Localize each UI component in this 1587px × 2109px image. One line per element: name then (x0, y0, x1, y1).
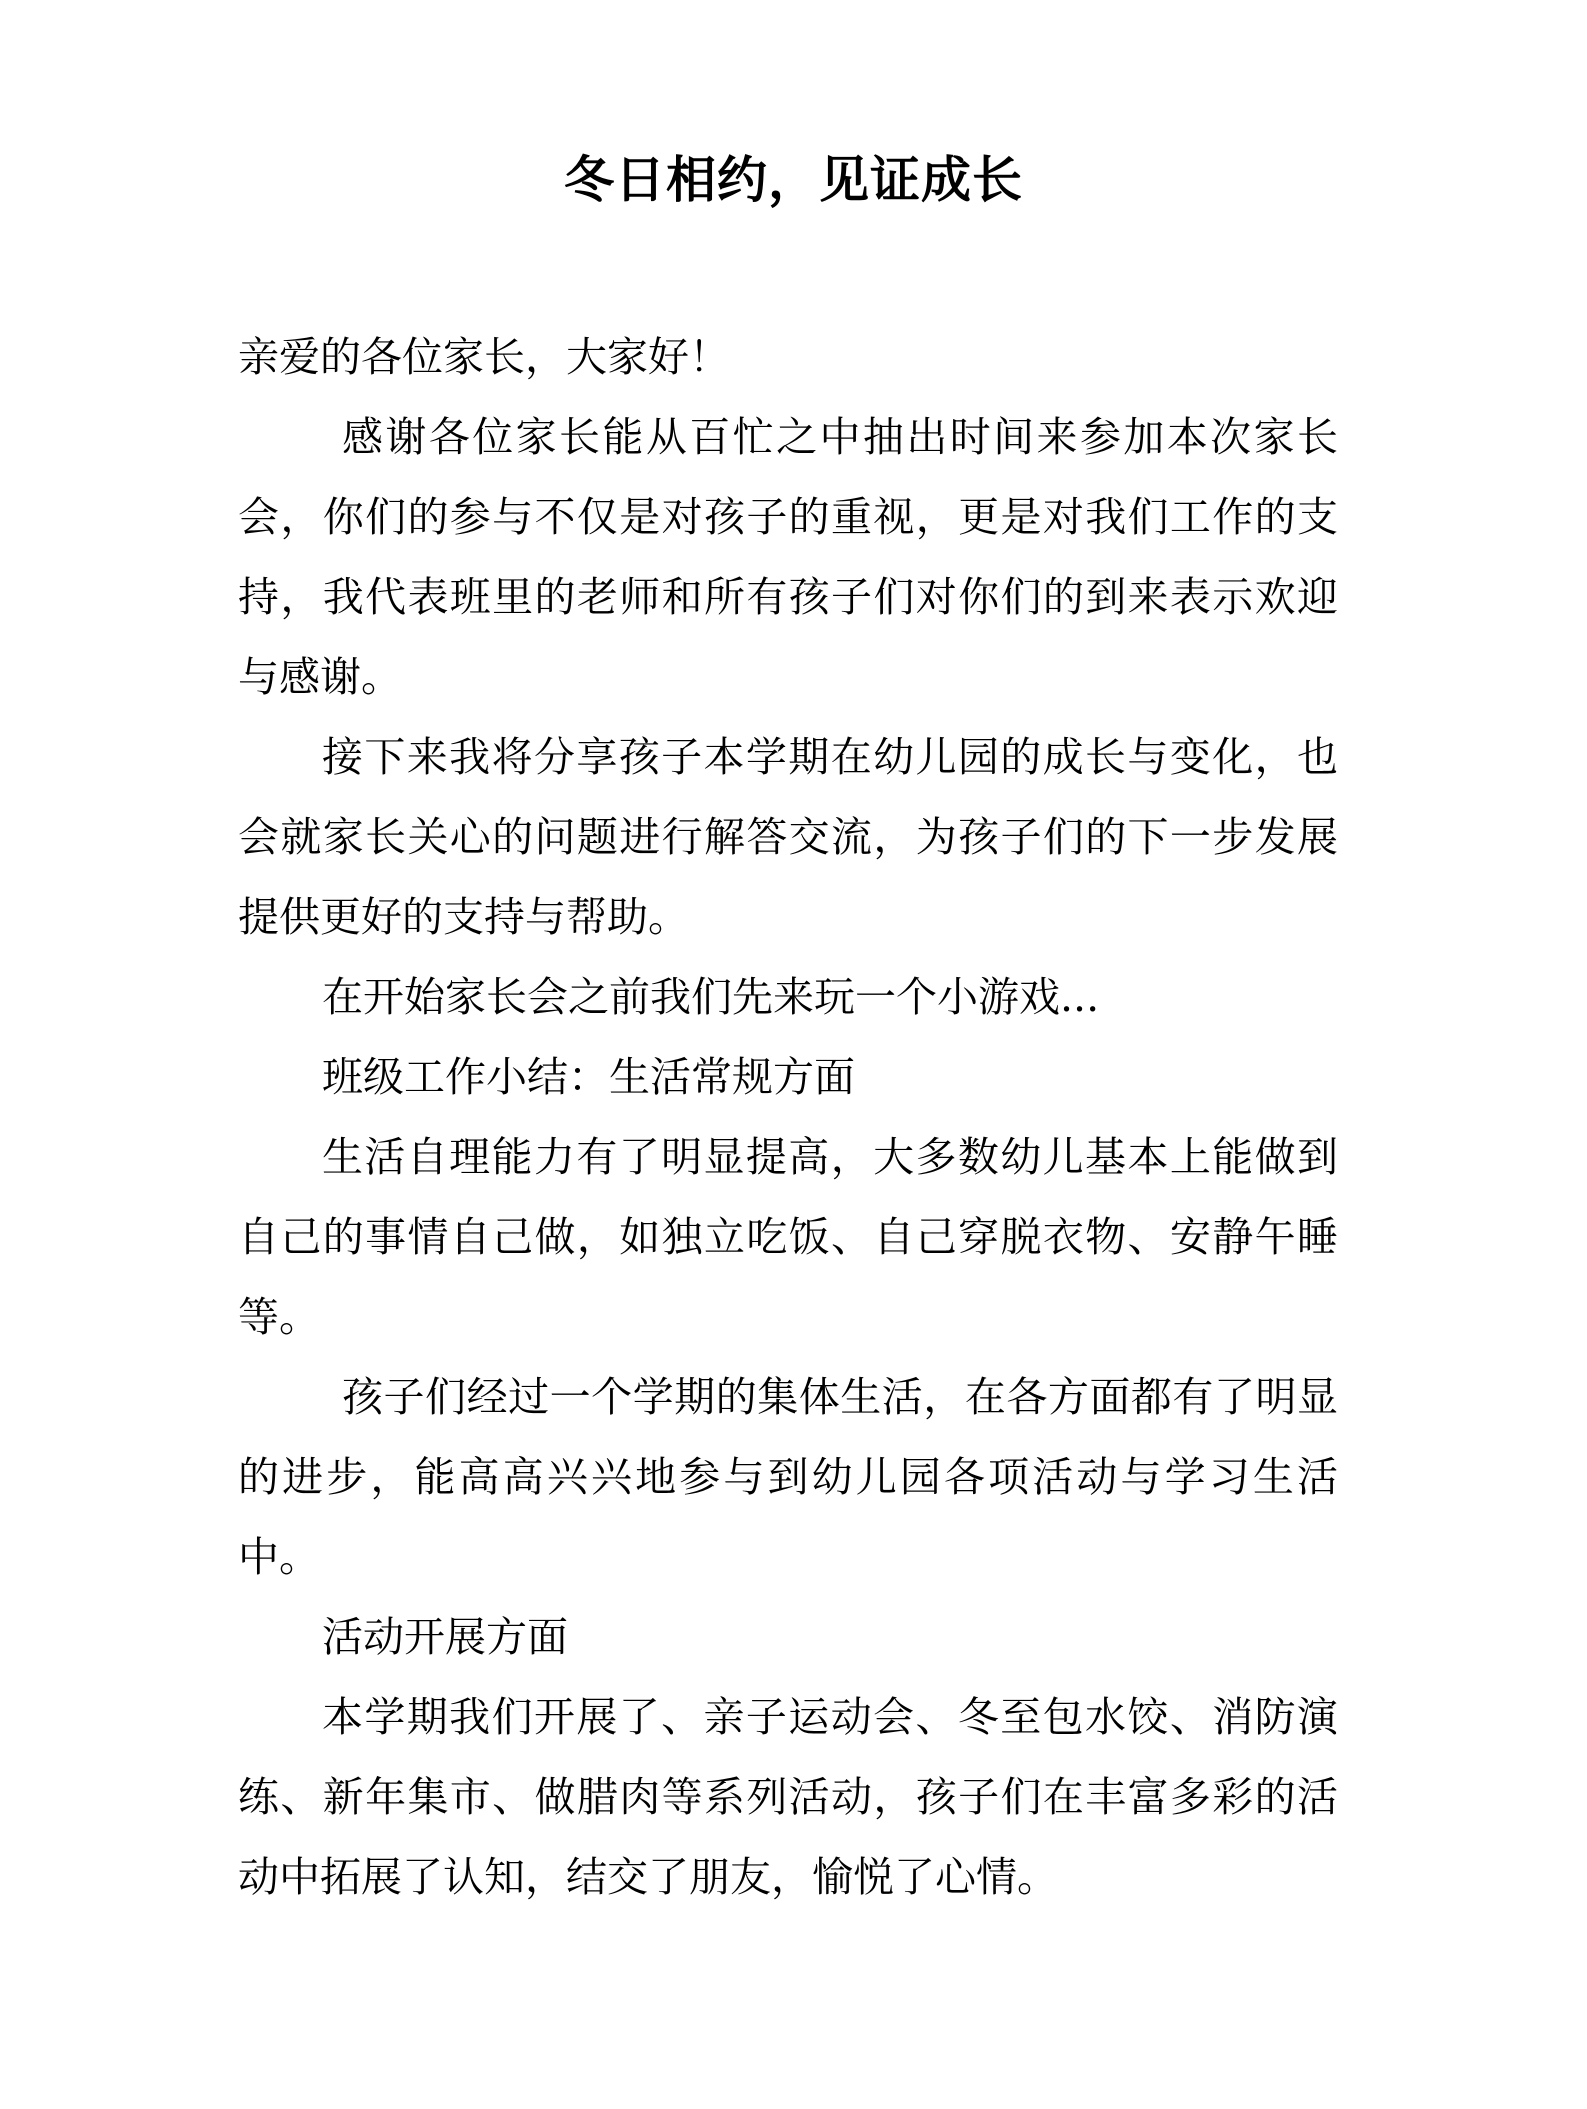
activities-paragraph: 本学期我们开展了、亲子运动会、冬至包水饺、消防演练、新年集市、做腊肉等系列活动，孩子们在丰富多彩的活动中拓展了认知，结交了朋友，愉悦了心情。 (238, 1693, 1338, 1901)
progress-paragraph: 孩子们经过一个学期的集体生活，在各方面都有了明显的进步，能高高兴兴地参与到幼儿园各项活动与学习生活中。 (238, 1373, 1338, 1581)
section-heading-activities: 活动开展方面 (322, 1613, 568, 1661)
agenda-paragraph: 接下来我将分享孩子本学期在幼儿园的成长与变化，也会就家长关心的问题进行解答交流，为孩子们的下一步发展提供更好的支持与帮助。 (238, 733, 1338, 941)
document-body (238, 317, 1338, 1917)
thanks-paragraph: 感谢各位家长能从百忙之中抽出时间来参加本次家长会，你们的参与不仅是对孩子的重视，更是对我们工作的支持，我代表班里的老师和所有孩子们对你们的到来表示欢迎与感谢。 (238, 413, 1338, 701)
greeting-paragraph: 亲爱的各位家长，大家好！ (238, 333, 730, 381)
section-heading-daily-routine: 班级工作小结：生活常规方面 (322, 1053, 855, 1101)
game-intro-paragraph: 在开始家长会之前我们先来玩一个小游戏... (322, 973, 1100, 1021)
document-title: 冬日相约，见证成长 (564, 150, 1023, 209)
self-care-paragraph: 生活自理能力有了明显提高，大多数幼儿基本上能做到自己的事情自己做，如独立吃饭、自己穿脱衣物、安静午睡等。 (238, 1133, 1338, 1341)
